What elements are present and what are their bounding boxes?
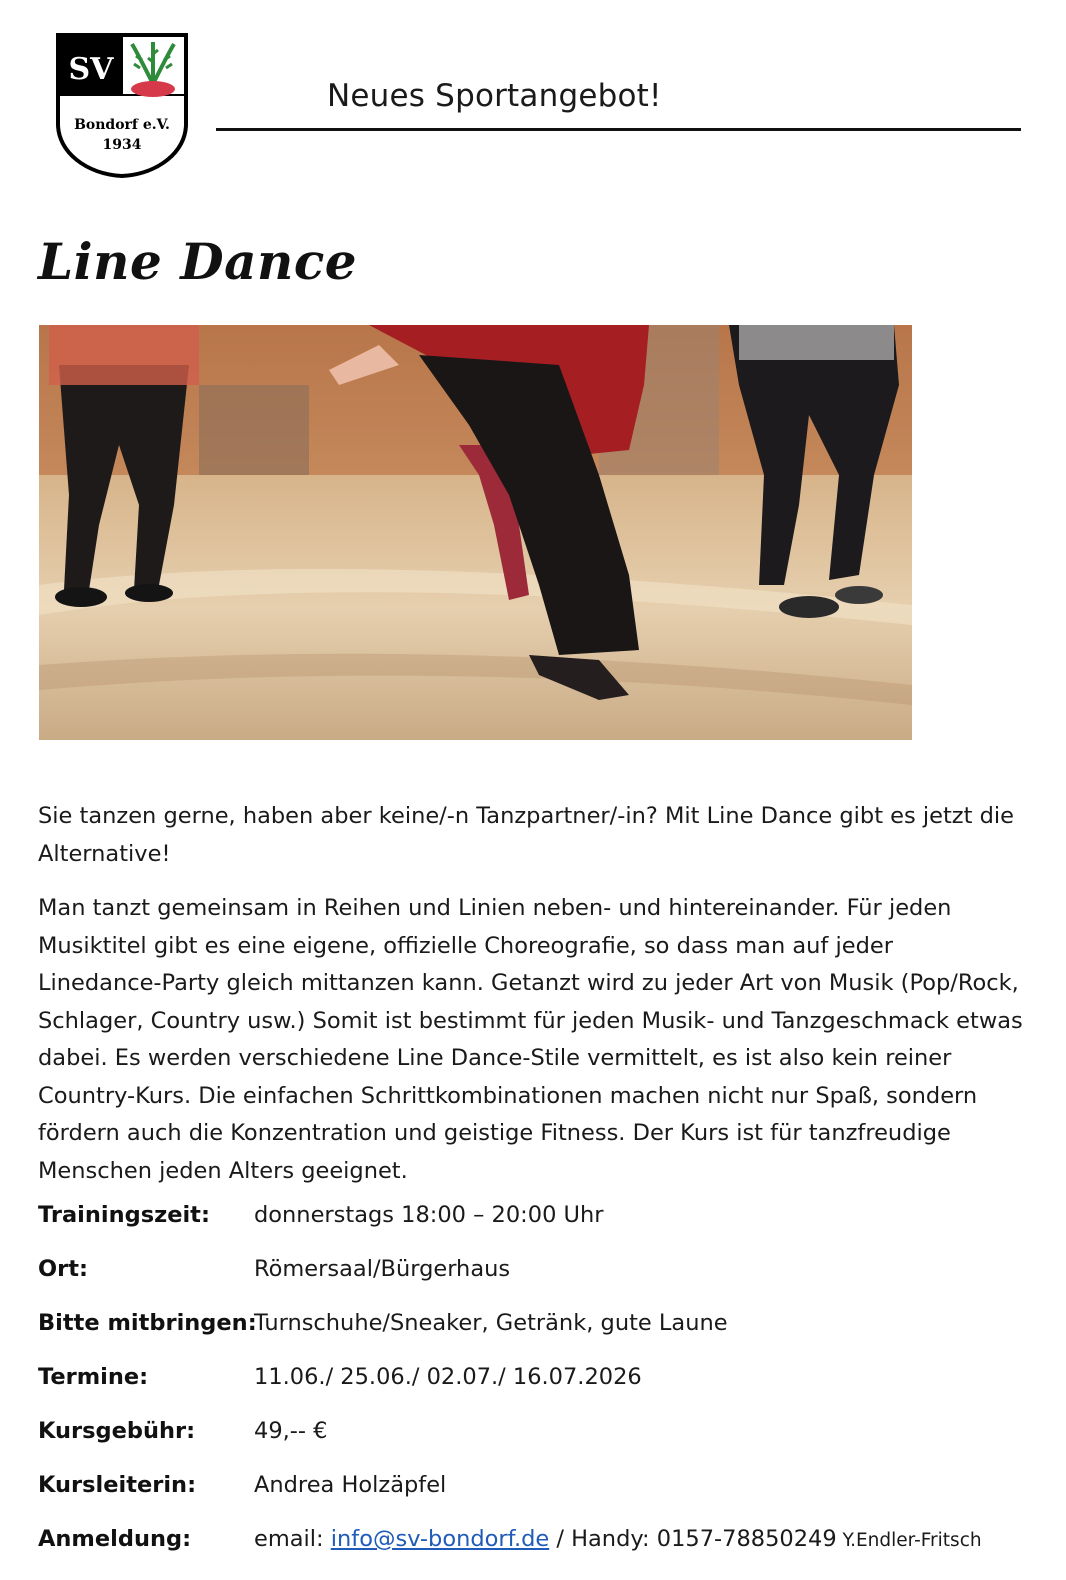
- course-info: [38, 1202, 1038, 1580]
- info-label: Bitte mitbringen:: [38, 1310, 257, 1336]
- line-dance-photo: [39, 325, 912, 740]
- info-row-kursgebuehr: [38, 1418, 1038, 1472]
- info-row-termine: [38, 1364, 1038, 1418]
- page-title: Line Dance: [38, 232, 358, 291]
- info-label: Kursleiterin:: [38, 1472, 197, 1498]
- club-logo: [54, 32, 190, 178]
- logo-club-name: Bondorf e.V.: [74, 117, 170, 133]
- info-label: Kursgebühr:: [38, 1418, 196, 1444]
- headline: Neues Sportangebot!: [327, 78, 662, 114]
- email-link[interactable]: info@sv-bondorf.de: [330, 1526, 550, 1552]
- info-label: Trainingszeit:: [38, 1202, 210, 1228]
- info-value: 11.06./ 25.06./ 02.07./ 16.07.2026: [254, 1364, 642, 1390]
- phone-text: / Handy: 0157-78850249: [549, 1526, 837, 1552]
- info-row-trainingszeit: [38, 1202, 1038, 1256]
- info-value: Turnschuhe/Sneaker, Getränk, gute Laune: [254, 1310, 728, 1336]
- info-label: Anmeldung:: [38, 1526, 192, 1552]
- info-value: Andrea Holzäpfel: [254, 1472, 447, 1498]
- email-prefix: email:: [254, 1526, 331, 1552]
- info-label: Ort:: [38, 1256, 88, 1282]
- logo-letters: SV: [68, 52, 114, 87]
- info-label: Termine:: [38, 1364, 149, 1390]
- registration-value: [254, 1526, 982, 1552]
- intro-text: Sie tanzen gerne, haben aber keine/-n Tanzpartner/-in? Mit Line Dance gibt es jetzt die Alternative!: [38, 803, 1014, 867]
- header-divider: [216, 128, 1021, 131]
- info-row-kursleiterin: [38, 1472, 1038, 1526]
- description-text: Man tanzt gemeinsam in Reihen und Linien neben- und hintereinander. Für jeden Musiktitel gibt es eine eigene, offizielle Choreografie, so dass man auf jeder Linedance-Party gleich mittanzen kann. Getanzt wird zu jeder Art von Musik (Pop/Rock, Schlager, Country usw.) Somit ist bestimmt für jeden Musik- und Tanzgeschmack etwas dabei. Es werden verschiedene Line Dance-Stile vermittelt, es ist also kein reiner Country-Kurs. Die einfachen Schrittkombinationen machen nicht nur Spaß, sondern fördern auch die Konzentration und geistige Fitness. Der Kurs ist für tanzfreudige Menschen jeden Alters geeignet.: [38, 895, 1023, 1184]
- info-value: Römersaal/Bürgerhaus: [254, 1256, 511, 1282]
- info-row-anmeldung: [38, 1526, 1038, 1580]
- author-credit: Y.Endler-Fritsch: [836, 1530, 982, 1551]
- info-row-ort: [38, 1256, 1038, 1310]
- info-value: donnerstags 18:00 – 20:00 Uhr: [254, 1202, 604, 1228]
- logo-year: 1934: [102, 137, 142, 153]
- info-value: 49,-- €: [254, 1418, 328, 1444]
- info-row-mitbringen: [38, 1310, 1038, 1364]
